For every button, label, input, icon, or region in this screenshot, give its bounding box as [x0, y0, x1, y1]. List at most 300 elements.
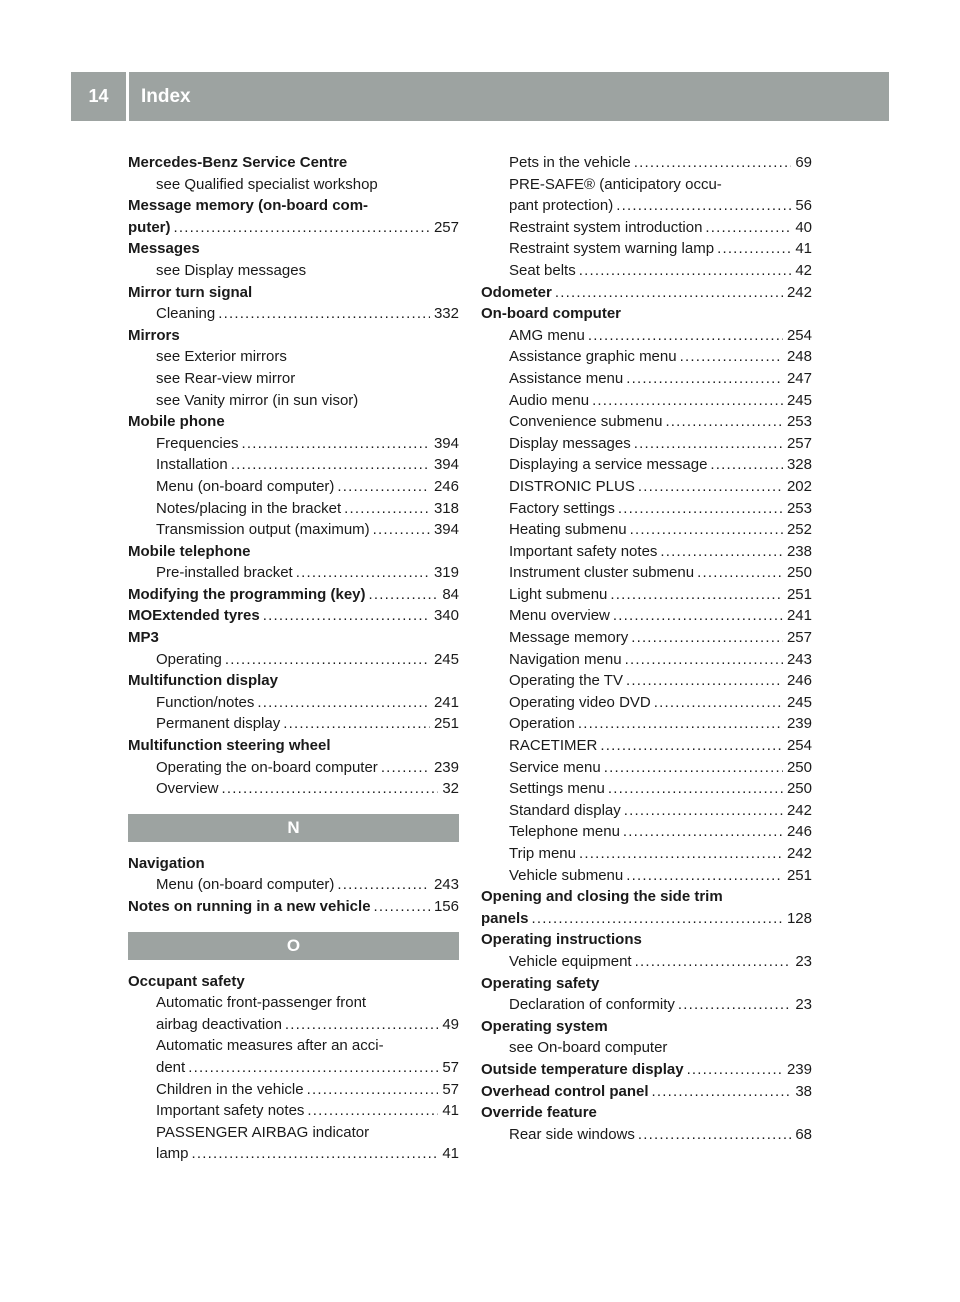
entry-label: Menu (on-board computer)	[156, 876, 335, 894]
dot-leader	[678, 994, 791, 1016]
index-subentry	[481, 670, 812, 692]
index-subentry	[481, 174, 812, 196]
entry-label: Mobile phone	[128, 413, 225, 431]
page-reference: 319	[433, 564, 459, 582]
entry-label: Operating the on-board computer	[156, 758, 378, 776]
index-subentry	[128, 1035, 459, 1057]
section-title: Index	[141, 86, 191, 107]
index-entry	[481, 1016, 812, 1038]
index-subentry	[128, 1014, 459, 1036]
dot-leader	[344, 498, 430, 520]
index-entry	[128, 735, 459, 757]
dot-leader	[263, 605, 430, 627]
index-letter-heading: O	[128, 932, 459, 960]
dot-leader	[608, 778, 783, 800]
page-reference: 254	[786, 737, 812, 755]
dot-leader	[623, 821, 783, 843]
page-reference: 247	[786, 369, 812, 387]
page-reference: 251	[786, 585, 812, 603]
dot-leader	[697, 562, 783, 584]
dot-leader	[588, 325, 783, 347]
entry-label: Automatic measures after an acci-	[156, 1037, 384, 1055]
dot-leader	[654, 692, 783, 714]
index-subentry	[481, 800, 812, 822]
page-reference: 202	[786, 477, 812, 495]
page-reference: 257	[433, 218, 459, 236]
entry-label: Assistance graphic menu	[509, 348, 677, 366]
entry-label: see On-board computer	[509, 1039, 668, 1057]
entry-label: see Vanity mirror (in sun visor)	[156, 391, 359, 409]
index-subentry	[128, 346, 459, 368]
dot-leader	[705, 217, 791, 239]
dot-leader	[610, 584, 783, 606]
index-subentry	[481, 735, 812, 757]
dot-leader	[579, 260, 792, 282]
dot-leader	[660, 541, 783, 563]
page-reference: 41	[442, 1102, 459, 1120]
index-entry	[481, 973, 812, 995]
entry-label: PASSENGER AIRBAG indicator	[156, 1123, 370, 1141]
entry-label: panels	[481, 909, 529, 927]
index-subentry	[128, 498, 459, 520]
dot-leader	[665, 411, 783, 433]
entry-label: Navigation	[128, 854, 205, 872]
entry-label: Pre-installed bracket	[156, 564, 293, 582]
index-subentry	[128, 1122, 459, 1144]
entry-label: Installation	[156, 456, 228, 474]
page-reference: 238	[786, 542, 812, 560]
dot-leader	[626, 368, 783, 390]
index-subentry	[128, 1057, 459, 1079]
dot-leader	[638, 1124, 791, 1146]
entry-label: Mirror turn signal	[128, 283, 253, 301]
index-entry	[481, 1102, 812, 1124]
dot-leader	[222, 778, 439, 800]
entry-label: Overview	[156, 780, 219, 798]
dot-leader	[635, 951, 792, 973]
index-entry	[128, 541, 459, 563]
entry-label: Menu overview	[509, 607, 610, 625]
index-subentry	[128, 303, 459, 325]
entry-label: Audio menu	[509, 391, 590, 409]
entry-label: On-board computer	[481, 305, 622, 323]
page-reference: 253	[786, 413, 812, 431]
page-reference: 40	[795, 218, 812, 236]
index-entry	[128, 217, 459, 239]
page-reference: 32	[442, 780, 459, 798]
entry-label: Modifying the programming (key)	[128, 585, 366, 603]
entry-label: Permanent display	[156, 715, 281, 733]
index-subentry	[481, 757, 812, 779]
dot-leader	[218, 303, 430, 325]
dot-leader	[652, 1081, 792, 1103]
entry-label: Notes/placing in the bracket	[156, 499, 342, 517]
index-subentry	[481, 541, 812, 563]
entry-label: Rear side windows	[509, 1125, 635, 1143]
page-reference: 156	[433, 898, 459, 915]
entry-label: lamp	[156, 1145, 189, 1163]
index-entry	[128, 195, 459, 217]
index-subentry	[481, 238, 812, 260]
dot-leader	[618, 498, 783, 520]
entry-label: Menu (on-board computer)	[156, 477, 335, 495]
index-subentry	[128, 1100, 459, 1122]
entry-label: Declaration of conformity	[509, 996, 675, 1014]
entry-label: Displaying a service message	[509, 456, 708, 474]
dot-leader	[630, 519, 783, 541]
index-subentry	[481, 713, 812, 735]
dot-leader	[626, 865, 783, 887]
index-subentry	[128, 368, 459, 390]
entry-label: Heating submenu	[509, 521, 627, 539]
entry-label: RACETIMER	[509, 737, 598, 755]
entry-label: Vehicle submenu	[509, 866, 624, 884]
index-entry	[128, 282, 459, 304]
dot-leader	[532, 908, 783, 930]
page-reference: 394	[433, 434, 459, 452]
entry-label: Cleaning	[156, 305, 216, 323]
index-entry	[481, 929, 812, 951]
entry-label: airbag deactivation	[156, 1015, 282, 1033]
page-reference: 23	[795, 996, 812, 1014]
dot-leader	[283, 713, 430, 735]
entry-label: Odometer	[481, 283, 552, 301]
index-entry	[481, 908, 812, 930]
entry-label: Pets in the vehicle	[509, 154, 631, 171]
entry-label: Restraint system introduction	[509, 218, 703, 236]
entry-label: Function/notes	[156, 693, 255, 711]
page-reference: 57	[442, 1080, 459, 1098]
entry-label: Mercedes-Benz Service Centre	[128, 154, 348, 171]
dot-leader	[604, 757, 783, 779]
index-subentry	[128, 260, 459, 282]
page-reference: 246	[433, 477, 459, 495]
page-reference: 242	[786, 845, 812, 862]
page-reference: 242	[786, 283, 812, 301]
dot-leader	[257, 692, 430, 714]
index-entry	[128, 971, 459, 993]
entry-label: Operating system	[481, 1017, 608, 1035]
index-entry	[481, 303, 812, 325]
page-reference: 23	[795, 952, 812, 970]
entry-label: Service menu	[509, 758, 601, 776]
entry-label: Operating instructions	[481, 931, 642, 949]
index-entry	[128, 584, 459, 606]
page-reference: 394	[433, 456, 459, 474]
index-subentry	[128, 713, 459, 735]
entry-label: Message memory	[509, 629, 629, 647]
page-reference: 245	[433, 650, 459, 668]
dot-leader	[717, 238, 791, 260]
dot-leader	[192, 1143, 439, 1165]
index-subentry	[481, 1124, 812, 1146]
entry-label: Seat belts	[509, 261, 576, 279]
entry-label: Opening and closing the side trim	[481, 888, 723, 906]
index-subentry	[128, 562, 459, 584]
dot-leader	[242, 433, 430, 455]
index-subentry	[128, 692, 459, 714]
index-subentry	[481, 562, 812, 584]
entry-label: Outside temperature display	[481, 1060, 684, 1078]
entry-label: Override feature	[481, 1104, 597, 1122]
index-subentry	[128, 390, 459, 412]
entry-label: Settings menu	[509, 780, 605, 798]
index-entry	[481, 1081, 812, 1103]
entry-label: Instrument cluster submenu	[509, 564, 695, 582]
index-subentry	[481, 519, 812, 541]
index-entry	[128, 627, 459, 649]
page-reference: 38	[795, 1082, 812, 1100]
entry-label: Mobile telephone	[128, 542, 251, 560]
dot-leader	[680, 346, 783, 368]
dot-leader	[710, 454, 783, 476]
page-reference: 56	[795, 197, 812, 215]
index-entry	[481, 282, 812, 304]
dot-leader	[624, 800, 783, 822]
page-reference: 253	[786, 499, 812, 517]
dot-leader	[613, 605, 783, 627]
dot-leader	[373, 519, 430, 541]
index-entry	[128, 152, 459, 174]
page-reference: 243	[433, 876, 459, 894]
dot-leader	[374, 896, 430, 918]
entry-label: PRE-SAFE® (anticipatory occu-	[509, 175, 722, 193]
entry-label: Assistance menu	[509, 369, 624, 387]
dot-leader	[626, 670, 783, 692]
index-subentry	[481, 627, 812, 649]
entry-label: Operating the TV	[509, 672, 623, 690]
index-subentry	[128, 874, 459, 896]
index-subentry	[128, 778, 459, 800]
entry-label: Trip menu	[509, 845, 576, 862]
index-subentry	[481, 692, 812, 714]
index-subentry	[128, 174, 459, 196]
dot-leader	[631, 627, 783, 649]
index-subentry	[128, 1079, 459, 1101]
dot-leader	[307, 1079, 439, 1101]
page-reference: 242	[786, 801, 812, 819]
index-subentry	[128, 476, 459, 498]
page-reference: 245	[786, 693, 812, 711]
page-reference: 239	[433, 758, 459, 776]
entry-label: see Display messages	[156, 261, 307, 279]
entry-label: Message memory (on-board com-	[128, 197, 369, 215]
page-reference: 245	[786, 391, 812, 409]
index-subentry	[481, 994, 812, 1016]
page-reference: 250	[786, 564, 812, 582]
index-subentry	[481, 584, 812, 606]
entry-label: Automatic front-passenger front	[156, 994, 367, 1012]
index-subentry	[481, 195, 812, 217]
page-reference: 243	[786, 650, 812, 668]
entry-label: AMG menu	[509, 326, 585, 344]
index-entry	[128, 325, 459, 347]
dot-leader	[600, 735, 783, 757]
index-subentry	[481, 778, 812, 800]
entry-label: Operating	[156, 650, 222, 668]
page-reference: 250	[786, 758, 812, 776]
dot-leader	[188, 1057, 438, 1079]
index-subentry	[481, 390, 812, 412]
index-subentry	[481, 454, 812, 476]
index-subentry	[481, 433, 812, 455]
index-entry	[128, 605, 459, 627]
entry-label: see Qualified specialist workshop	[156, 175, 378, 193]
entry-label: MP3	[128, 629, 159, 647]
entry-label: Standard display	[509, 801, 621, 819]
page-reference: 246	[786, 823, 812, 841]
entry-label: puter)	[128, 218, 171, 236]
entry-label: Convenience submenu	[509, 413, 663, 431]
page-reference: 239	[786, 715, 812, 733]
page-reference: 69	[795, 154, 812, 171]
dot-leader	[638, 476, 783, 498]
entry-label: Vehicle equipment	[509, 952, 632, 970]
index-entry	[128, 896, 459, 918]
entry-label: Multifunction display	[128, 672, 278, 690]
entry-label: dent	[156, 1058, 186, 1076]
index-subentry	[481, 821, 812, 843]
page-reference: 49	[442, 1015, 459, 1033]
index-entry	[128, 670, 459, 692]
entry-label: see Exterior mirrors	[156, 348, 287, 366]
dot-leader	[369, 584, 439, 606]
dot-leader	[555, 282, 783, 304]
entry-label: Important safety notes	[509, 542, 658, 560]
page-reference: 241	[786, 607, 812, 625]
dot-leader	[625, 649, 783, 671]
index-subentry	[481, 217, 812, 239]
entry-label: Multifunction steering wheel	[128, 737, 331, 755]
index-subentry	[481, 843, 812, 865]
index-subentry	[481, 260, 812, 282]
page-reference: 340	[433, 607, 459, 625]
index-subentry	[481, 325, 812, 347]
index-subentry	[481, 649, 812, 671]
index-subentry	[481, 476, 812, 498]
entry-label: Transmission output (maximum)	[156, 521, 370, 539]
page-reference: 254	[786, 326, 812, 344]
index-subentry	[128, 757, 459, 779]
page-reference: 318	[433, 499, 459, 517]
entry-label: Mirrors	[128, 326, 180, 344]
header-divider	[126, 72, 129, 121]
dot-leader	[592, 390, 783, 412]
page-reference: 239	[786, 1060, 812, 1078]
index-subentry	[128, 433, 459, 455]
index-subentry	[481, 1037, 812, 1059]
index-letter-heading: N	[128, 814, 459, 842]
dot-leader	[634, 433, 783, 455]
dot-leader	[579, 843, 783, 865]
dot-leader	[231, 454, 430, 476]
page-reference: 250	[786, 780, 812, 798]
entry-label: Children in the vehicle	[156, 1080, 304, 1098]
entry-label: Navigation menu	[509, 650, 622, 668]
index-subentry	[128, 454, 459, 476]
entry-label: Messages	[128, 240, 200, 258]
entry-label: MOExtended tyres	[128, 607, 260, 625]
entry-label: Operating safety	[481, 974, 600, 992]
entry-label: Display messages	[509, 434, 631, 452]
entry-label: Important safety notes	[156, 1102, 305, 1120]
page-reference: 68	[795, 1125, 812, 1143]
dot-leader	[225, 649, 430, 671]
page-reference: 251	[433, 715, 459, 733]
index-entry	[128, 411, 459, 433]
index-subentry	[481, 368, 812, 390]
entry-label: Restraint system warning lamp	[509, 240, 715, 258]
page-reference: 257	[786, 629, 812, 647]
page-reference: 41	[795, 240, 812, 258]
entry-label: Operating video DVD	[509, 693, 651, 711]
index-entry	[128, 853, 459, 875]
page-reference: 332	[433, 305, 459, 323]
index-subentry	[481, 411, 812, 433]
dot-leader	[307, 1100, 438, 1122]
entry-label: Notes on running in a new vehicle	[128, 898, 371, 915]
index-entry	[481, 1059, 812, 1081]
page-reference: 328	[786, 456, 812, 474]
page-reference: 57	[442, 1058, 459, 1076]
index-subentry	[481, 498, 812, 520]
page-reference: 241	[433, 693, 459, 711]
dot-leader	[337, 874, 430, 896]
index-entry	[481, 886, 812, 908]
index-subentry	[481, 152, 812, 174]
index-subentry	[128, 649, 459, 671]
dot-leader	[381, 757, 430, 779]
entry-label: Frequencies	[156, 434, 239, 452]
index-entry	[128, 238, 459, 260]
dot-leader	[616, 195, 791, 217]
entry-label: Overhead control panel	[481, 1082, 649, 1100]
entry-label: Telephone menu	[509, 823, 620, 841]
page-reference: 257	[786, 434, 812, 452]
entry-label: Occupant safety	[128, 972, 245, 990]
dot-leader	[634, 152, 792, 174]
page-reference: 128	[786, 909, 812, 927]
page-reference: 41	[442, 1145, 459, 1163]
dot-leader	[174, 217, 430, 239]
entry-label: Factory settings	[509, 499, 615, 517]
page-reference: 84	[442, 585, 459, 603]
index-subentry	[128, 992, 459, 1014]
page-reference: 248	[786, 348, 812, 366]
index-column-right	[481, 152, 812, 1145]
index-column-left	[128, 152, 459, 1165]
index-subentry	[481, 346, 812, 368]
page-reference: 246	[786, 672, 812, 690]
page-reference: 252	[786, 521, 812, 539]
index-subentry	[481, 951, 812, 973]
header-bar	[71, 72, 889, 121]
index-subentry	[128, 519, 459, 541]
index-subentry	[481, 865, 812, 887]
page-reference: 251	[786, 866, 812, 884]
entry-label: see Rear-view mirror	[156, 369, 296, 387]
index-subentry	[128, 1143, 459, 1165]
page-reference: 394	[433, 521, 459, 539]
entry-label: pant protection)	[509, 197, 614, 215]
dot-leader	[578, 713, 783, 735]
index-subentry	[481, 605, 812, 627]
dot-leader	[296, 562, 430, 584]
dot-leader	[337, 476, 430, 498]
dot-leader	[285, 1014, 438, 1036]
entry-label: Light submenu	[509, 585, 608, 603]
page-number: 14	[88, 86, 109, 106]
